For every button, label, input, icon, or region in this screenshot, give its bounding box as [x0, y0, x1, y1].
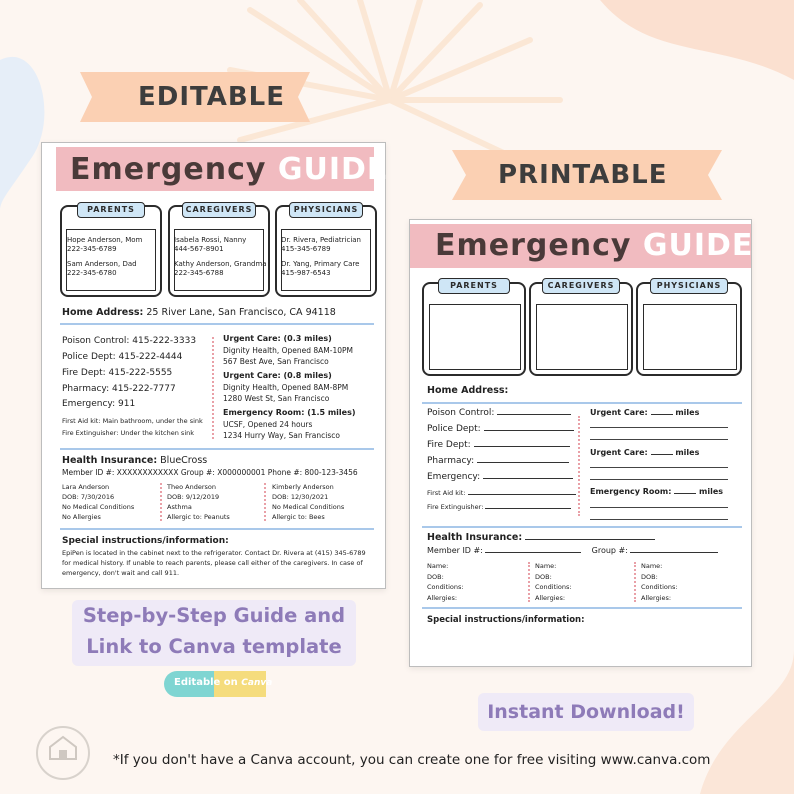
emergency-field: Emergency: — [427, 472, 573, 482]
urgent-care-1-heading: Urgent Care: (0.3 miles) — [223, 334, 332, 343]
editable-on-canva-button[interactable]: Editable on Canva — [164, 671, 266, 697]
pharmacy-field: Pharmacy: — [427, 456, 569, 466]
urgent-care-2-address: 1280 West St, San Francisco — [223, 394, 330, 403]
child-3-fields: Name: DOB: Conditions: Allergies: — [641, 562, 678, 602]
title-guide-word: GUIDE — [277, 152, 389, 187]
dotted-separator — [212, 337, 214, 439]
health-insurance-field: Health Insurance: — [427, 532, 655, 543]
physician-2-name: Dr. Yang, Primary Care — [281, 260, 360, 268]
urgent-care-2-hours: Dignity Health, Opened 8AM-8PM — [223, 383, 349, 392]
fire-extinguisher-field: Fire Extinguisher: — [427, 503, 571, 511]
home-address: Home Address: 25 River Lane, San Francisco, CA 94118 — [62, 307, 336, 318]
health-insurance: Health Insurance: BlueCross — [62, 455, 208, 466]
editable-label: EDITABLE — [138, 82, 286, 112]
child-3: Kimberly Anderson DOB: 12/30/2021 No Medical Conditions Allergic to: Bees — [272, 483, 345, 521]
member-id-field: Member ID #: Group #: — [427, 546, 718, 555]
pharmacy: Pharmacy: 415-222-7777 — [62, 384, 176, 394]
document-title: Emergency GUIDE — [435, 228, 754, 263]
caregiver-1-phone: 444-567-8901 — [174, 245, 224, 253]
canva-logo-icon: Canva — [241, 678, 273, 688]
police-dept-field: Police Dept: — [427, 424, 574, 434]
child-1-fields: Name: DOB: Conditions: Allergies: — [427, 562, 464, 602]
tab-caregivers: CAREGIVERS — [182, 202, 256, 218]
printable-label: PRINTABLE — [498, 160, 668, 190]
caregiver-1-name: Isabela Rossi, Nanny — [174, 236, 247, 244]
divider — [60, 528, 374, 530]
logo-text — [8, 790, 19, 791]
blob-left — [0, 57, 44, 210]
blob-top-right — [600, 0, 794, 80]
build-your-village-logo — [24, 715, 102, 779]
physician-2-phone: 415-987-6543 — [281, 269, 331, 277]
dotted-separator — [264, 483, 266, 521]
poison-control: Poison Control: 415-222-3333 — [62, 336, 197, 346]
document-title: Emergency GUIDE — [70, 152, 389, 187]
home-address-label: Home Address: — [427, 385, 509, 396]
dotted-separator — [578, 416, 580, 516]
urgent-care-1-field: Urgent Care: miles — [590, 408, 700, 417]
urgent-care-1-hours: Dignity Health, Opened 8AM-10PM — [223, 346, 354, 355]
tab-parents: PARENTS — [438, 278, 510, 294]
police-dept: Police Dept: 415-222-4444 — [62, 352, 183, 362]
dotted-separator — [160, 483, 162, 521]
emergency-room-hours: UCSF, Opened 24 hours — [223, 420, 313, 429]
step-by-step-guide-badge: Step-by-Step Guide and Link to Canva template — [72, 600, 356, 666]
fire-extinguisher: Fire Extinguisher: Under the kitchen sink — [62, 429, 195, 437]
urgent-care-2-heading: Urgent Care: (0.8 miles) — [223, 371, 332, 380]
physician-1-phone: 415-345-6789 — [281, 245, 331, 253]
editable-guide-document — [41, 142, 389, 589]
fire-dept: Fire Dept: 415-222-5555 — [62, 368, 173, 378]
poison-control-field: Poison Control: — [427, 408, 571, 418]
parent-1-name: Hope Anderson, Mom — [67, 236, 143, 244]
divider — [422, 402, 742, 404]
divider — [60, 448, 374, 450]
special-instructions-text: EpiPen is located in the cabinet next to the refrigerator. Contact Dr. Rivera at (415) 345-6789 for medical history. If unable to reach parents, please call either of the caregivers. In case of emergency, don't wait and call 911. — [62, 549, 366, 577]
parent-2-phone: 222-345-6780 — [67, 269, 117, 277]
member-id-line: Member ID #: XXXXXXXXXXXX Group #: X000000001 Phone #: 800-123-3456 — [62, 468, 358, 477]
caregiver-2-phone: 222-345-6788 — [174, 269, 224, 277]
first-aid-kit: First Aid kit: Main bathroom, under the sink — [62, 417, 203, 425]
physicians-card — [636, 282, 742, 376]
emergency-number: Emergency: 911 — [62, 399, 136, 409]
tab-caregivers: CAREGIVERS — [542, 278, 620, 294]
footnote: *If you don't have a Canva account, you can create one for free visiting www.canva.com — [113, 752, 711, 768]
blob-bottom-right — [700, 650, 794, 794]
tab-physicians: PHYSICIANS — [650, 278, 728, 294]
special-instructions-heading: Special instructions/information: — [427, 615, 585, 625]
divider — [60, 323, 374, 325]
emergency-room-field: Emergency Room: miles — [590, 487, 724, 496]
child-2: Theo Anderson DOB: 9/12/2019 Asthma Allergic to: Peanuts — [167, 483, 230, 521]
special-instructions-heading: Special instructions/information: — [62, 536, 229, 546]
child-2-fields: Name: DOB: Conditions: Allergies: — [535, 562, 572, 602]
tab-parents: PARENTS — [77, 202, 145, 218]
parent-2-name: Sam Anderson, Dad — [67, 260, 137, 268]
divider — [422, 526, 742, 528]
dotted-separator — [634, 562, 636, 602]
title-guide-word: GUIDE — [642, 228, 754, 263]
caregivers-card — [529, 282, 633, 376]
parents-card — [422, 282, 526, 376]
caregiver-2-name: Kathy Anderson, Grandma — [174, 260, 267, 268]
child-1: Lara Anderson DOB: 7/30/2016 No Medical Conditions No Allergies — [62, 483, 135, 521]
emergency-room-address: 1234 Hurry Way, San Francisco — [223, 431, 340, 440]
instant-download-badge: Instant Download! — [478, 693, 694, 731]
parent-1-phone: 222-345-6789 — [67, 245, 117, 253]
urgent-care-2-field: Urgent Care: miles — [590, 448, 700, 457]
printable-guide-document — [409, 219, 752, 667]
divider — [422, 607, 742, 609]
first-aid-field: First Aid kit: — [427, 489, 576, 497]
tab-physicians: PHYSICIANS — [289, 202, 363, 218]
physician-1-name: Dr. Rivera, Pediatrician — [281, 236, 361, 244]
fire-dept-field: Fire Dept: — [427, 440, 570, 450]
dotted-separator — [528, 562, 530, 602]
emergency-room-heading: Emergency Room: (1.5 miles) — [223, 408, 356, 417]
urgent-care-1-address: 567 Best Ave, San Francisco — [223, 357, 329, 366]
